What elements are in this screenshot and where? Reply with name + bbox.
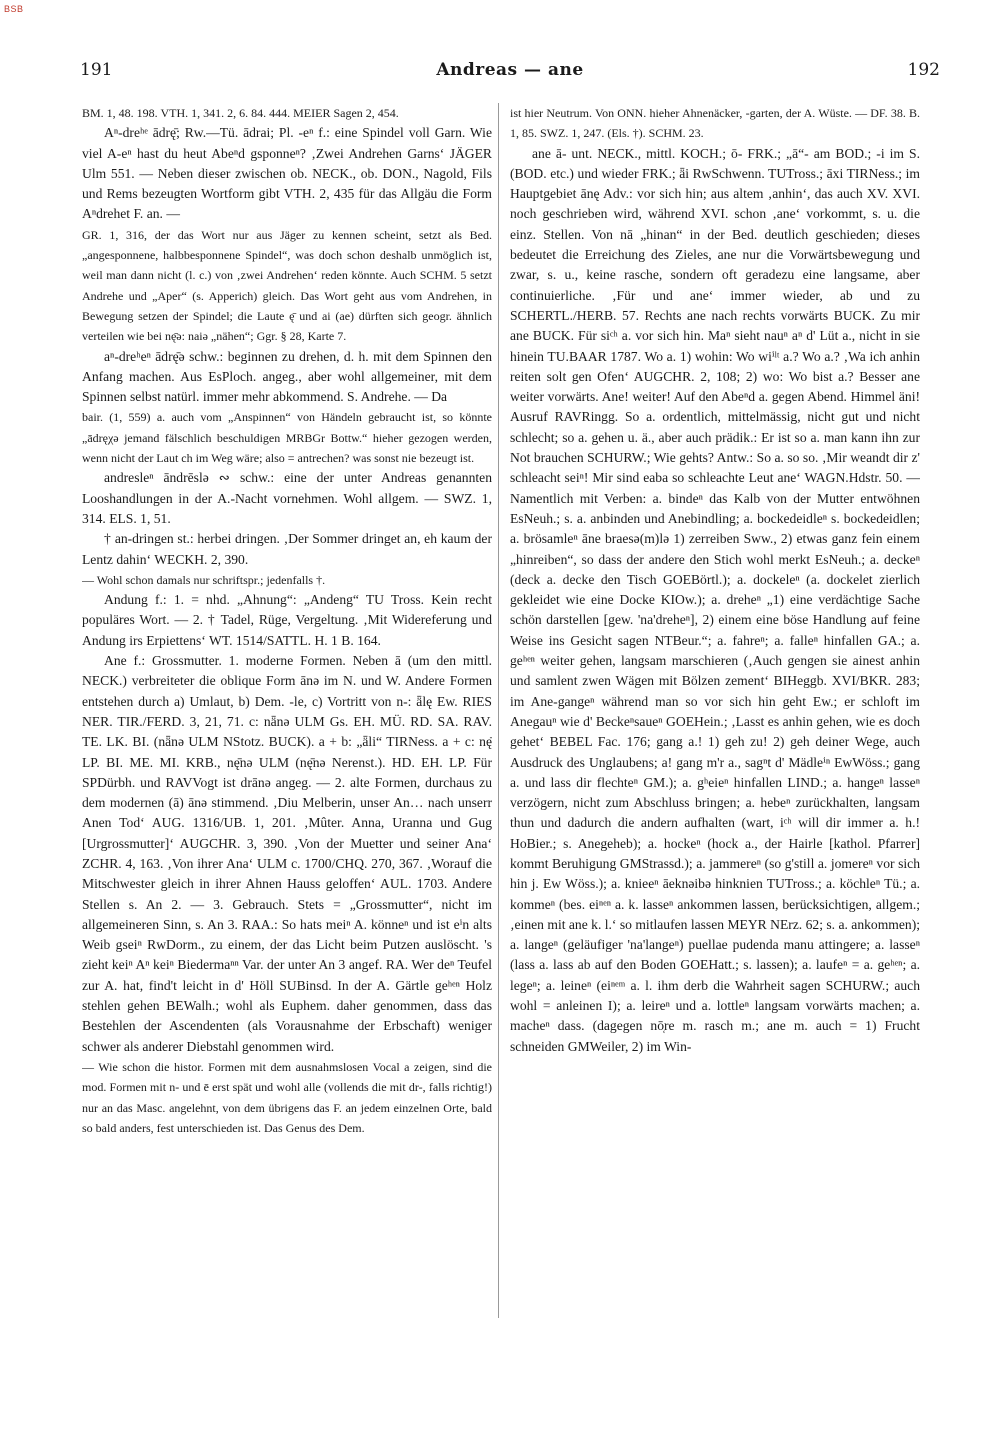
left-column-paragraph: Aⁿ-dreʰᵉ ādrę̄; Rw.—Tü. ādrai; Pl. -eⁿ f.: eine Spindel voll Garn. Wie viel A-eⁿ hast du heut Abeⁿd gsponneⁿ? ‚Zwei Andrehen Garns‘ JÄGER Ulm 551. — Neben dieser zwischen ob. NECK., ob. DON., Nagold, Fils und Rems bezeugten Wortform gibt VTH. 2, 435 für das Allgäu die Form Aⁿdrehet F. an. — bbox=[82, 125, 492, 222]
page-number-right: 192 bbox=[907, 60, 940, 80]
page-header bbox=[80, 60, 940, 90]
left-column-paragraph: andresleⁿ āndrēslə ∾ schw.: eine der unter Andreas genannten Looshandlungen in der A.-Nacht vornehmen. Wohl allgem. — SWZ. 1, 314. ELS. 1, 51. bbox=[82, 470, 492, 526]
running-title: Andreas — ane bbox=[436, 60, 584, 80]
page-number-left: 191 bbox=[80, 60, 113, 80]
left-column bbox=[82, 103, 492, 1318]
right-column-paragraph: ane ā- unt. NECK., mittl. KOCH.; ō- FRK.; „ā“- am BOD.; -i im S. (BOD. etc.) und wieder FRK.; ǟi RwSchwenn. TUTross.; āxi TIRNess.; im Hauptgebiet ānę Adv.: vor sich hin; aus altem ‚anhin‘, das auch XV. XVI. noch geschrieben wird, während XVI. schon ‚ane‘ vorkommt, s. u. die einz. Stellen. Von nā „hinan“ in der Bed. deutlich geschieden; dieses bedeutet die Erreichung des Zieles, ane nur die Vorwärtsbewegung und zwar, s. u., keine rasche, sondern oft geradezu eine langsame, aber continuierliche. ‚Für und ane‘ immer wieder, ab und zu SCHERTL./HERB. 57. Rechts ane nach rechts vorwärts BUCK. Zu mir ane BUCK. Für siᶜʰ a. vor sich hin. Maⁿ sieht nauⁿ aⁿ d' Lüt a., nicht in sie hinein TU.BAAR 1787. Wo a. 1) wohin: Wo wiⁱˡᵗ a.? Wo a.? ‚Wa ich anhin reiten solt gen Ofen‘ AUGCHR. 2, 108; 2) wo: Wo bist a.? Besser ane weiter vorwärts. Ane! weiter! Auf den Abeⁿd a. gegen Abend. Himmel äni! Ausruf RAVRingg. So a. ordentlich, mittelmässig, nicht gut und nicht schlecht; so a. gehen u. ä., aber auch prädik.: Er ist so a. man kann ihn zur Not brauchen SCHURW.; Wie gehts? Antw.: So a. so so. ‚Mir weandt dir z' schleacht seiⁿ! Mir sind eaba so schleachte Leut ane‘ WAGN.Hdstr. 50. — Namentlich mit Verben: a. bindeⁿ das Kalb von der Mutter entwöhnen EsNeuh.; s. a. anbinden und Anebindling; a. bockedeidleⁿ s. bockedeidlen; a. brösamleⁿ āne braesə(m)lə 1) zerreiben Sww., 2) etwas ganz fein einem „hinreiben“, so dass der andere den Stich wohl merkt EsNeuh.; a. deckeⁿ (deck a. decke den Tisch GOEBörtl.); a. dockeleⁿ (a. dockelet zierlich gekleidet wie eine Docke KIOw.); a. dreheⁿ „1) eine verdächtige Sache schön darstellen [gew. 'na'dreheⁿ], 2) einem eine böse Handlung auf feine Weise ins Gesicht sagen NTBeur.“; a. fahreⁿ; a. falleⁿ hinfallen GA.; a. geʰᵉⁿ weiter gehen, langsam marschieren (‚Auch gengen sie ainest anhin und samlent zwen Wägen mit Bölzen zement‘ BIHeggb. XVI/BKR. 283; im Ane-gangeⁿ während man so vor sich hin geht Ew.; er schloft im Anegauⁿ wie d' Beckeⁿsaueⁿ GOEHein.; ‚Lasst es anhin gehen, wie es doch gehet‘ BEBEL Fac. 176; gang a.! 1) geh zu! 2) geh deiner Wege, auch Ausdruck des Unglaubens; a! gang m'r a., sagⁿt d' Mädleⁱⁿ EwWöss.; gang a. und lass dir flechteⁿ GM.); a. gʰeieⁿ hinfallen LIND.; a. hangeⁿ lasseⁿ verzögern, nicht zum Abschluss bringen; a. hebeⁿ zurückhalten, langsam thun und dadurch die andern aufhalten (wart, iᶜʰ will dir immer a. h.! HoBier.; s. Anegeheb); a. hockeⁿ (hock a., der Hairle [kathol. Pfarrer] kommt Beruhigung GMStrassd.); a. jammereⁿ (so g'still a. jomereⁿ vor sich hin j. Ew Wöss.); a. knieeⁿ āeknəibə hinknien TUTross.; a. köchleⁿ Tü.; a. kommeⁿ (bes. eiⁿᵉⁿ a. k. lasseⁿ ankommen lassen, berücksichtigen, allgem.; ‚einen mit ane k. l.‘ so mitlaufen lassen MEYR NErz. 62; s. a. ankommen); a. langeⁿ (geläufiger 'na'langeⁿ) puellae pudenda manu attingere; a. lasseⁿ (lass a. lass ab auf den Boden GOEHatt.; s. lassen); a. laufeⁿ = a. geʰᵉⁿ; a. legeⁿ; a. leineⁿ (eiⁿᵉᵐ a. l. ihm derb die Wahrheit sagen SCHURW.; auch wohl = anleinen I); a. leireⁿ und a. lottleⁿ langsam vorwärts machen; a. macheⁿ dass. (dagegen nō̜re m. rasch m.; ane m. auch = 1) Frucht schneiden GMWeiler, 2) im Win- bbox=[510, 145, 920, 1054]
left-column-paragraph: BM. 1, 48. 198. VTH. 1, 341. 2, 6. 84. 444. MEIER Sagen 2, 454. bbox=[82, 106, 399, 120]
library-stamp: BSB bbox=[4, 4, 24, 14]
left-column-paragraph: Ane f.: Grossmutter. 1. moderne Formen. Neben ā (um den mittl. NECK.) verbreiteter die oblique Form ānə im N. und W. Andere Formen entstehen durch a) Umlaut, b) Dem. -le, c) Vortritt von n-: ǟlę Ew. RIES NER. TIR./FERD. 3, 21, 71. c: nǟnə ULM Gs. EH. MÜ. RD. SA. RAV. TE. LK. BI. (nǟnə ULM NStotz. BUCK). a + b: „ǟli“ TIRNess. a + c: nę̄ LP. BI. ME. MI. KRB., nę̄nə ULM (nę̄nə Nerenst.). HD. EH. LP. Für SPDürbh. und RAVVogt ist drānə angeg. — 2. alte Formen, durchaus zu dem modernen (ā) ānə stimmend. ‚Diu Melberin, unser An… nach unserr Anen Tod‘ AUG. 1316/UB. 1, 201. ‚Mûter. Anna, Uranna und Gug [Urgrossmutter]‘ AUGCHR. 3, 390. ‚Von der Muetter und seiner Ana‘ ZCHR. 4, 163. ‚Von ihrer Ana‘ ULM c. 1700/CHQ. 270, 367. ‚Worauf die Mitschwester gleich in ihrer Ahnen Hauss geloffen‘ AUL. 1703. Andere Stellen s. An 2. — 3. Gebrauch. Stets = „Grossmutter“, nicht im allgemeineren Sinn, s. An 3. RAA.: So hats meiⁿ A. könneⁿ und ist eⁱn alts Weib gseiⁿ RwDorm., zu einem, der das Licht beim Putzen auslöscht. 's zieht keiⁿ Aⁿ keiⁿ Biedermaⁿⁿ Var. der unter An 3 angef. RA. Wer deⁿ Teufel zur A. hat, find't leicht in d' Höll SUBinsd. In der A. Gärtle geʰᵉⁿ Holz stehlen gehen BEWalh.; wohl als Euphem. daher genommen, dass das Bestehlen der Ascendenten (als Vorausnahme der Erbschaft) weniger schwer als anderer Diebstahl genommen wird. bbox=[82, 653, 492, 1054]
left-column-paragraph: GR. 1, 316, der das Wort nur aus Jäger zu kennen scheint, setzt als Bed. „angesponnene, halbbesponnene Spindel“, was doch schon deshalb unmöglich ist, weil man dann nicht (l. c.) von ‚zwei Andrehen‘ reden könnte. Auch SCHM. 5 setzt Andrehe und „Aper“ (s. Apperich) gleich. Das Wort geht aus vom Andrehen, in Bewegung setzen der Spindel; die Laute ę̄ und ai (ae) dürften sich geogr. ähnlich verteilen wie bei nę̄ə: naiə „nähen“; Ggr. § 28, Karte 7. bbox=[82, 227, 492, 344]
right-column bbox=[510, 103, 920, 1318]
column-divider bbox=[498, 103, 499, 1318]
left-column-paragraph: bair. (1, 559) a. auch vom „Anspinnen“ von Händeln gebraucht ist, so könnte „ādręχə jemand fälschlich beschuldigen MRBGr Bottw.“ hieher gezogen werden, wenn nicht der Laut ch im Weg wäre; also = antrechen? was sonst nie bezeugt ist. bbox=[82, 410, 492, 466]
left-column-paragraph: † an-dringen st.: herbei dringen. ‚Der Sommer dringet an, eh kaum der Lentz dahin‘ WECKH. 2, 390. bbox=[82, 531, 492, 567]
right-column-paragraph: ist hier Neutrum. Von ONN. hieher Ahnenäcker, -garten, der A. Wüste. — DF. 38. B. 1, 85. SWZ. 1, 247. (Els. †). SCHM. 23. bbox=[510, 106, 920, 141]
left-column-paragraph: — Wie schon die histor. Formen mit dem ausnahmslosen Vocal a zeigen, sind die mod. Formen mit n- und ē erst spät und wohl alle (vollends die mit dr-, falls richtig!) nur an das Masc. angelehnt, von dem übrigens das F. an jedem einzelnen Orte, bald so bald anders, fest unterschieden ist. Das Genus des Dem. bbox=[82, 1059, 492, 1135]
left-column-paragraph: — Wohl schon damals nur schriftspr.; jedenfalls †. bbox=[82, 572, 326, 587]
left-column-paragraph: aⁿ-dreʰeⁿ ādrę̄ə schw.: beginnen zu drehen, d. h. mit dem Spinnen den Anfang machen. Aus EsPloch. angeg., aber wohl allgemeiner, mit dem Spinnen selbst natürl. immer mehr abkommend. S. Andrehe. — Da bbox=[82, 348, 492, 405]
left-column-paragraph: Andung f.: 1. = nhd. „Ahnung“: „Andeng“ TU Tross. Kein recht populäres Wort. — 2. † Tadel, Rüge, Vergeltung. ‚Mit Widereferung und Andung irs Erpiettens‘ WT. 1514/SATTL. H. 1 B. 164. bbox=[82, 592, 492, 648]
